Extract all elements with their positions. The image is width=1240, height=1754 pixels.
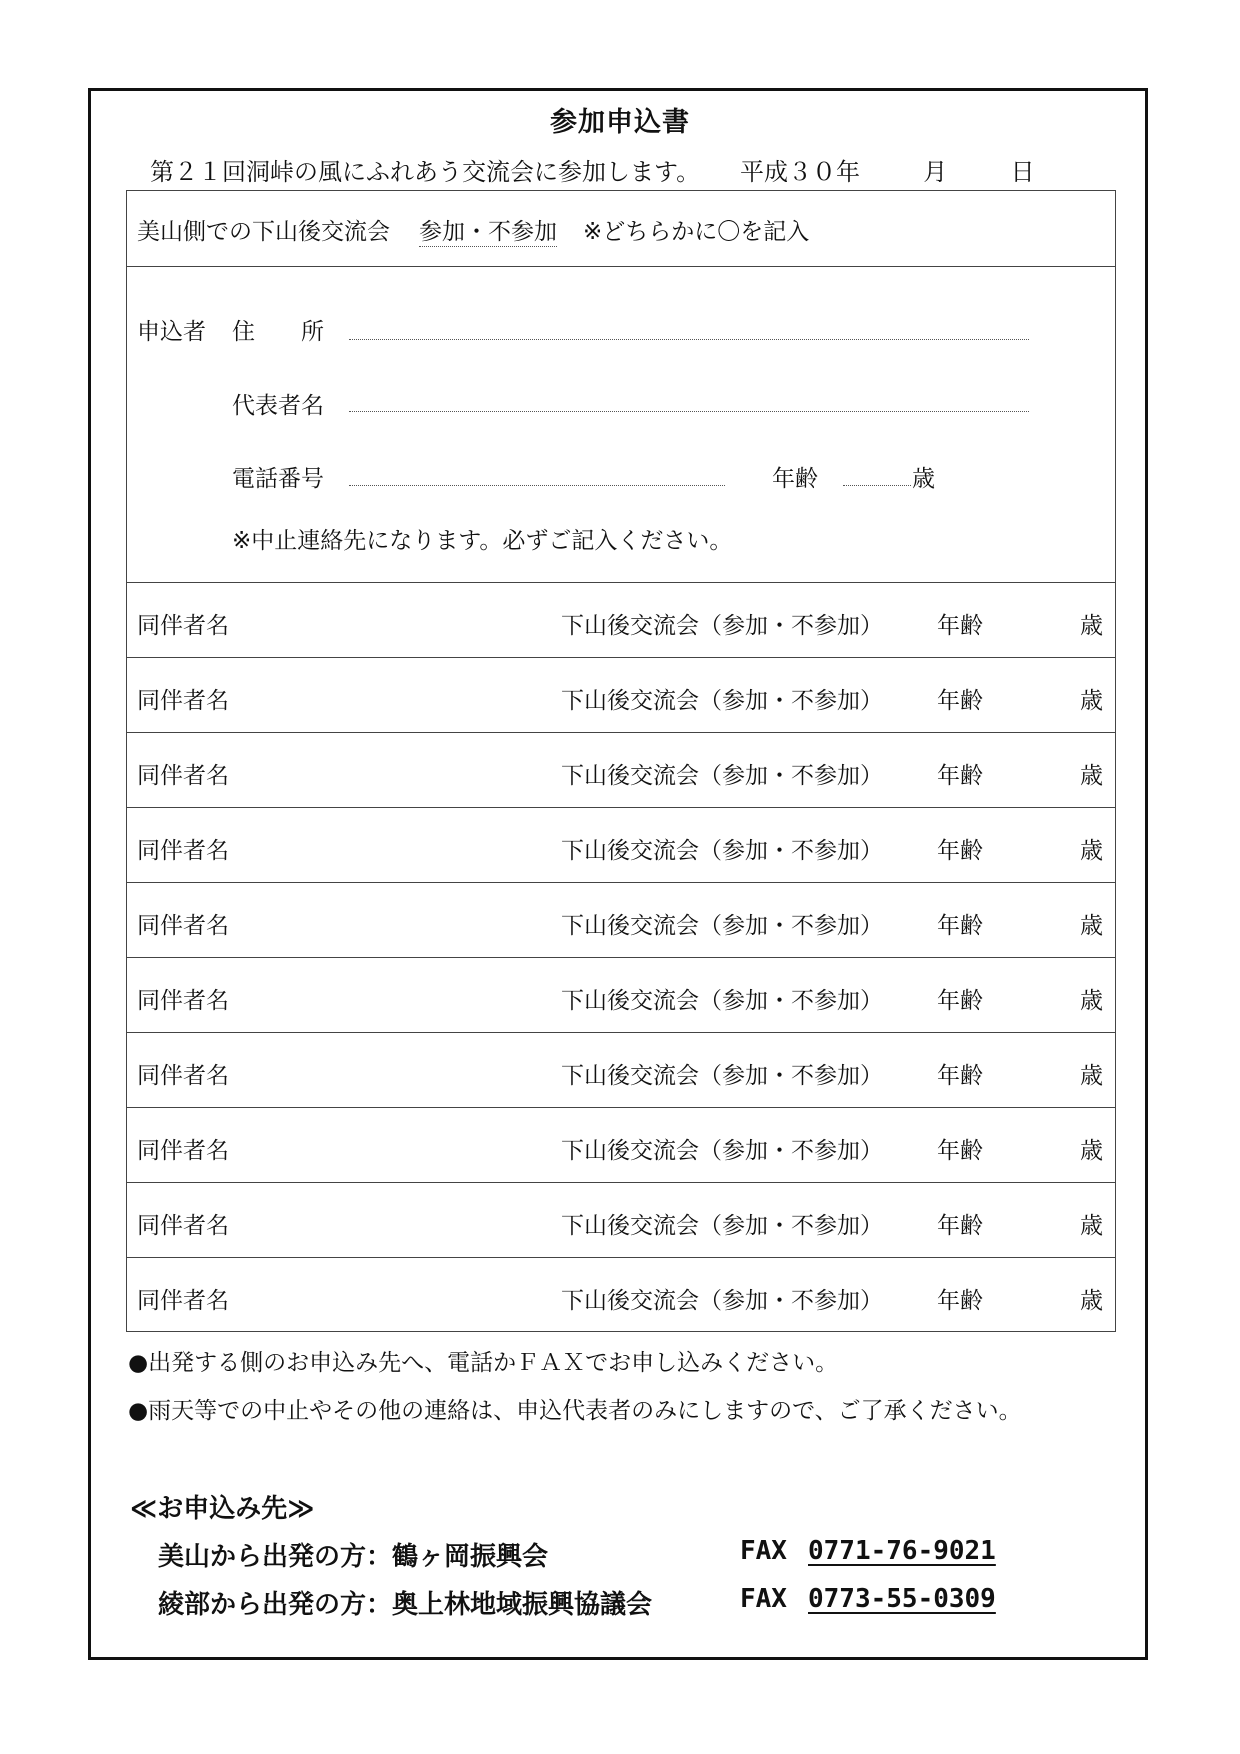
companion-name-label: 同伴者名 [137,988,229,1014]
companion-age-label: 年齢 [937,763,983,789]
after-party-hint: ※どちらかに〇を記入 [583,219,810,245]
companion-row [127,1032,1115,1107]
companion-age-label: 年齢 [937,1063,983,1089]
companion-row [127,732,1115,807]
applicant-age-label: 年齢 [772,466,818,492]
companion-row [127,582,1115,657]
applicant-label: 申込者 [137,319,206,345]
after-party-label: 美山側での下山後交流会 [137,219,390,245]
companion-age-label: 年齢 [937,688,983,714]
address-label: 住 所 [232,319,324,345]
applicant-age-field[interactable] [843,485,911,486]
companion-age-unit: 歳 [1080,1288,1103,1314]
companion-row [127,657,1115,732]
note-1: ●出発する側のお申込み先へ、電話かＦＡＸでお申し込みください。 [128,1350,839,1376]
phone-field[interactable] [349,485,725,486]
companion-age-unit: 歳 [1080,613,1103,639]
companion-row [127,1107,1115,1182]
companion-name-label: 同伴者名 [137,763,229,789]
companion-name-label: 同伴者名 [137,1213,229,1239]
contact-ayabe-label: 綾部から出発の方：奥上林地域振興協議会 [158,1590,653,1620]
note-2: ●雨天等での中止やその他の連絡は、申込代表者のみにしますので、ご了承ください。 [128,1398,1022,1424]
companion-row [127,882,1115,957]
date-line [740,152,1035,187]
page-title: 参加申込書 [550,107,690,138]
after-party-row [127,191,1115,266]
companion-party-choice[interactable]: 下山後交流会（参加・不参加） [561,763,883,789]
companion-party-choice[interactable]: 下山後交流会（参加・不参加） [561,988,883,1014]
contact-ayabe [158,1584,652,1621]
companion-age-unit: 歳 [1080,1213,1103,1239]
companion-age-unit: 歳 [1080,763,1103,789]
companion-age-unit: 歳 [1080,1138,1103,1164]
phone-label: 電話番号 [232,466,324,492]
companion-age-label: 年齢 [937,613,983,639]
intro-line [150,152,1035,187]
companion-party-choice[interactable]: 下山後交流会（参加・不参加） [561,1063,883,1089]
companion-party-choice[interactable]: 下山後交流会（参加・不参加） [561,838,883,864]
companion-age-unit: 歳 [1080,1063,1103,1089]
applicant-age-unit: 歳 [912,466,935,492]
companion-row [127,1182,1115,1257]
companion-row [127,957,1115,1032]
companion-age-label: 年齢 [937,1213,983,1239]
companion-party-choice[interactable]: 下山後交流会（参加・不参加） [561,613,883,639]
companion-name-label: 同伴者名 [137,1063,229,1089]
application-form [126,190,1116,1332]
companion-party-choice[interactable]: 下山後交流会（参加・不参加） [561,1138,883,1164]
companion-age-label: 年齢 [937,838,983,864]
companion-age-unit: 歳 [1080,688,1103,714]
companion-age-label: 年齢 [937,1288,983,1314]
month-label: 月 [923,158,948,186]
intro-text: 第２１回洞峠の風にふれあう交流会に参加します。 [150,158,701,186]
companion-age-unit: 歳 [1080,988,1103,1014]
companion-age-label: 年齢 [937,913,983,939]
companion-name-label: 同伴者名 [137,613,229,639]
companion-party-choice[interactable]: 下山後交流会（参加・不参加） [561,688,883,714]
companion-age-label: 年齢 [937,988,983,1014]
after-party-choice[interactable]: 参加・不参加 [419,213,557,247]
companion-age-label: 年齢 [937,1138,983,1164]
fax-number-miyama[interactable]: 0771-76-9021 [808,1536,996,1566]
companion-party-choice[interactable]: 下山後交流会（参加・不参加） [561,1288,883,1314]
fax-label-miyama: FAX [740,1536,787,1566]
companion-name-label: 同伴者名 [137,913,229,939]
contact-miyama [158,1536,548,1573]
fax-number-ayabe[interactable]: 0773-55-0309 [808,1584,996,1614]
companion-age-unit: 歳 [1080,913,1103,939]
representative-label: 代表者名 [232,393,324,419]
applicant-note: ※中止連絡先になります。必ずご記入ください。 [232,528,733,554]
day-label: 日 [1010,158,1035,186]
companion-name-label: 同伴者名 [137,838,229,864]
companion-row [127,1257,1115,1332]
companion-name-label: 同伴者名 [137,688,229,714]
fax-label-ayabe: FAX [740,1584,787,1614]
companion-name-label: 同伴者名 [137,1138,229,1164]
contacts-heading: ≪お申込み先≫ [130,1494,315,1524]
representative-field[interactable] [349,411,1029,412]
address-field[interactable] [349,339,1029,340]
applicant-block [127,266,1115,582]
companion-party-choice[interactable]: 下山後交流会（参加・不参加） [561,913,883,939]
companion-name-label: 同伴者名 [137,1288,229,1314]
companion-age-unit: 歳 [1080,838,1103,864]
era-year: 平成３０年 [740,158,860,186]
companion-party-choice[interactable]: 下山後交流会（参加・不参加） [561,1213,883,1239]
contact-miyama-label: 美山から出発の方：鶴ヶ岡振興会 [158,1542,549,1572]
companion-row [127,807,1115,882]
